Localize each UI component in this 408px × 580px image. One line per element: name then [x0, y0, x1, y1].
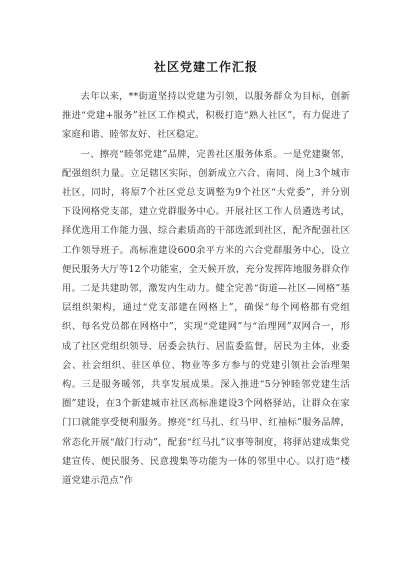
- paragraph-section-one: 一、擦亮“睦邻党建”品牌，完善社区服务体系。一是党建聚邻，配强组织力量。立足辖区实际，创新成立六合、南同、岗上3个城市社区，同时，将原7个社区党总支调整为9个社区“大党委”，并分别下设网格党支部，建立党群服务中心。开展社区工作人员遴选考试，择优选用工作能力强、综合素质高的干部选派到社区，配齐配强社区工作领导班子。高标准建设600余平方米的六合党群服务中心，设立便民服务大厅等12个功能室，全天候开放，充分发挥阵地服务群众作用。二是共建助邻，激发内生动力。健全完善“街道—社区—网格”基层组织架构，通过“党支部建在网格上”，确保“每个网格都有党组织、每名党员都在网格中”，实现“党建网”与“治理网”双网合一，形成了社区党组织领导、居委会执行、居监委监督，居民为主体，业委会、社会组织、驻区单位、物业等多方参与的党建引领社会治理架构。三是服务暖邻，共享发展成果。深入推进“5分钟睦邻党建生活圈”建设，在3个新建城市社区高标准建设3个网格驿站，让群众在家门口就能享受便利服务。擦亮“红马扎、红马甲、红袖标”服务品牌，常态化开展“敲门行动”，配套“红马扎”议事等制度，将驿站建成集党建宣传、便民服务、民意搜集等功能为一体的邻里中心。以打造“楼道党建示范点”作: [62, 148, 350, 487]
- paragraph-intro: 去年以来，**街道坚持以党建为引领，以服务群众为目标，创新推进“党建+服务”社区工作模式，积极打造“熟人社区”，有力促进了家庭和谐、睦邻友好、社区稳定。: [62, 91, 350, 141]
- document-title: 社区党建工作汇报: [153, 60, 258, 74]
